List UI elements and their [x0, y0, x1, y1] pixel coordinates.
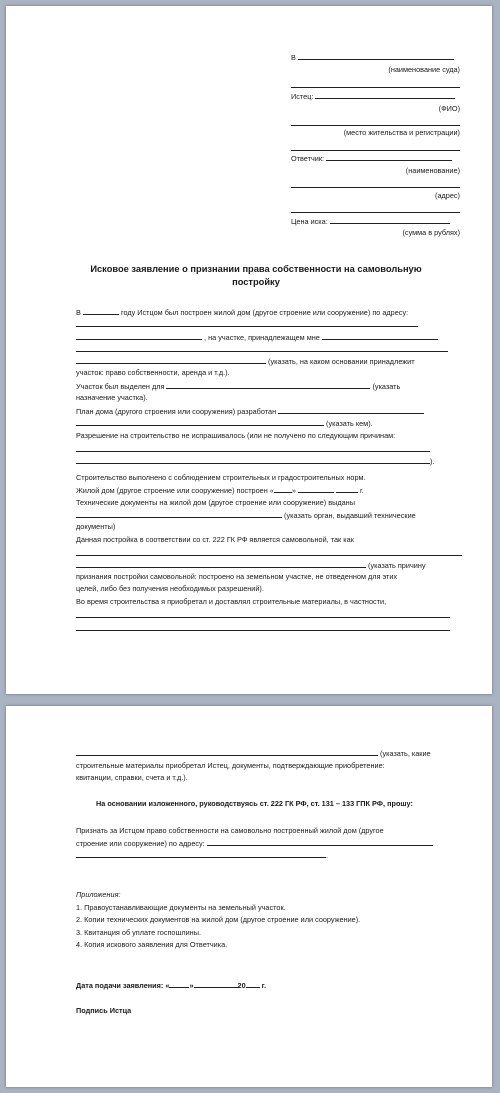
attachment-item: 2. Копии технических документов на жилой дом (другое строение или сооружение).: [76, 915, 361, 924]
body-text: Жилой дом (другое строение или сооружение) построен «: [76, 486, 274, 495]
body-line-11: Разрешение на строительство не испрашивалось (или не получено по следующим причинам:: [76, 431, 396, 440]
defendant-blank-2: [291, 179, 460, 188]
attachment-item: 3. Квитанция об уплате госпошлины.: [76, 928, 201, 937]
signature-label: Подпись Истца: [76, 1006, 132, 1015]
basis-statement: На основании изложенного, руководствуясь ст. 222 ГК РФ, ст. 131 – 133 ГПК РФ, прошу:: [96, 799, 413, 808]
body-text: .: [326, 851, 329, 860]
request-line-3: [76, 849, 328, 862]
document-title: Исковое заявление о признании права собственности на самовольную постройку: [90, 264, 422, 287]
date-label: Дата подачи заявления: «: [76, 981, 170, 990]
body-text: (указать кем).: [326, 419, 373, 428]
body-blank-4: [76, 343, 448, 352]
body-text: (указать, на каком основании принадлежит: [268, 357, 415, 366]
materials-blank-2: [76, 622, 450, 631]
residence-blank: [291, 117, 460, 126]
body-line-6: участок: право собственности, аренда и т.д.).: [76, 368, 230, 377]
address-hint: (адрес): [435, 191, 460, 200]
plaintiff-blank: [315, 90, 455, 99]
date-year-blank: [246, 979, 260, 988]
claim-price-label: Цена иска:: [291, 217, 328, 226]
residence-hint: (место жительства и регистрации): [343, 128, 460, 137]
fio-hint: (ФИО): [438, 104, 460, 113]
body-text: ).: [430, 457, 435, 466]
body-line-21: признания постройки самовольной: построено на земельном участке, не отведенном для этих: [76, 572, 398, 581]
date-text: 20: [237, 981, 246, 990]
request-address-blank-2: [76, 849, 329, 860]
body-line-23: Во время строительства я приобретал и доставлял строительные материалы, в частности,: [76, 597, 387, 606]
defendant-line: [291, 152, 452, 165]
address-blank-a: [76, 318, 418, 327]
p2-line-3: квитанции, справки, счета и т.д.).: [76, 773, 188, 782]
request-line-1: Признать за Истцом право собственности на самовольно построенный жилой дом (другое: [76, 826, 384, 835]
body-text: В: [76, 308, 81, 317]
court-blank-2: [291, 79, 460, 88]
issuer-blank: [76, 509, 282, 518]
materials-blank-3: [76, 747, 378, 756]
cause-blank-1: [76, 547, 462, 556]
attachment-item: 4. Копия искового заявления для Ответчика.: [76, 940, 228, 949]
defendant-label: Ответчик:: [291, 154, 325, 163]
date-text: »: [189, 981, 194, 990]
body-line-22: целей, либо без получения необходимых разрешений).: [76, 584, 264, 593]
body-text: (указать, какие: [380, 749, 431, 758]
materials-blank-1: [76, 609, 450, 618]
court-hint: (наименование суда): [388, 65, 460, 74]
body-text: , на участке, принадлежащем мне: [204, 333, 320, 342]
day-blank: [274, 484, 292, 493]
claim-price-blank: [330, 215, 450, 224]
date-day-blank: [169, 979, 189, 988]
body-text: году Истцом был построен жилой дом (другое строение или сооружение) по адресу:: [120, 308, 409, 317]
plaintiff-label: Истец:: [291, 92, 314, 101]
document-page-1: [6, 6, 492, 694]
plaintiff-blank-2: [291, 142, 460, 151]
date-text: г.: [261, 981, 267, 990]
body-line-10: [76, 417, 373, 430]
designer-blank: [278, 405, 424, 414]
body-text: Участок был выделен для: [76, 382, 165, 391]
defendant-blank: [326, 152, 452, 161]
date-month-blank: [194, 979, 238, 988]
body-line-16: [76, 509, 416, 522]
basis-blank: [76, 355, 266, 364]
reasons-blank-2: [76, 455, 430, 464]
month-blank: [298, 484, 334, 493]
body-text: »: [291, 486, 296, 495]
p2-line-1: [76, 747, 431, 760]
purpose-blank: [166, 380, 370, 389]
body-line-17: документы): [76, 522, 116, 531]
address-blank-b: [76, 331, 202, 340]
body-line-8: назначение участка).: [76, 393, 148, 402]
body-text: г.: [360, 486, 364, 495]
document-page-2: [6, 706, 492, 1087]
request-address-blank: [207, 837, 433, 846]
body-text: (указать причину: [368, 561, 426, 570]
owner-blank: [322, 331, 438, 340]
year-blank: [83, 306, 119, 315]
body-line-12: [76, 455, 434, 468]
body-line-15: Технические документы на жилой дом (другое строение или сооружение) выданы: [76, 498, 355, 507]
sum-hint: (сумма в рублях): [402, 228, 460, 237]
body-line-13: Строительство выполнено с соблюдением строительных и градостроительных норм.: [76, 473, 366, 482]
year-blank-2: [336, 484, 358, 493]
reasons-blank-1: [76, 443, 430, 452]
body-text: строение или сооружение) по адресу:: [76, 839, 205, 848]
court-prefix: В: [291, 53, 296, 62]
body-text: (указать орган, выдавший технические: [284, 511, 416, 520]
name-hint: (наименование): [405, 166, 460, 175]
court-line: [291, 51, 454, 64]
p2-line-2: строительные материалы приобретал Истец, документы, подтверждающие приобретение:: [76, 761, 385, 770]
body-text: (указать: [372, 382, 401, 391]
designer-blank-2: [76, 417, 324, 426]
attachments-title: Приложения:: [76, 890, 121, 899]
body-line-14: [76, 484, 364, 497]
submission-date: [76, 979, 266, 992]
body-line-18: Данная постройка в соответствии со ст. 222 ГК РФ является самовольной, так как: [76, 535, 354, 544]
body-text: План дома (другого строения или сооружения) разработан: [76, 407, 277, 416]
address-blank: [291, 204, 460, 213]
attachment-item: 1. Правоустанавливающие документы на земельный участок.: [76, 903, 286, 912]
plaintiff-line: [291, 90, 455, 103]
court-blank: [298, 51, 454, 60]
cause-blank-2: [76, 559, 366, 568]
